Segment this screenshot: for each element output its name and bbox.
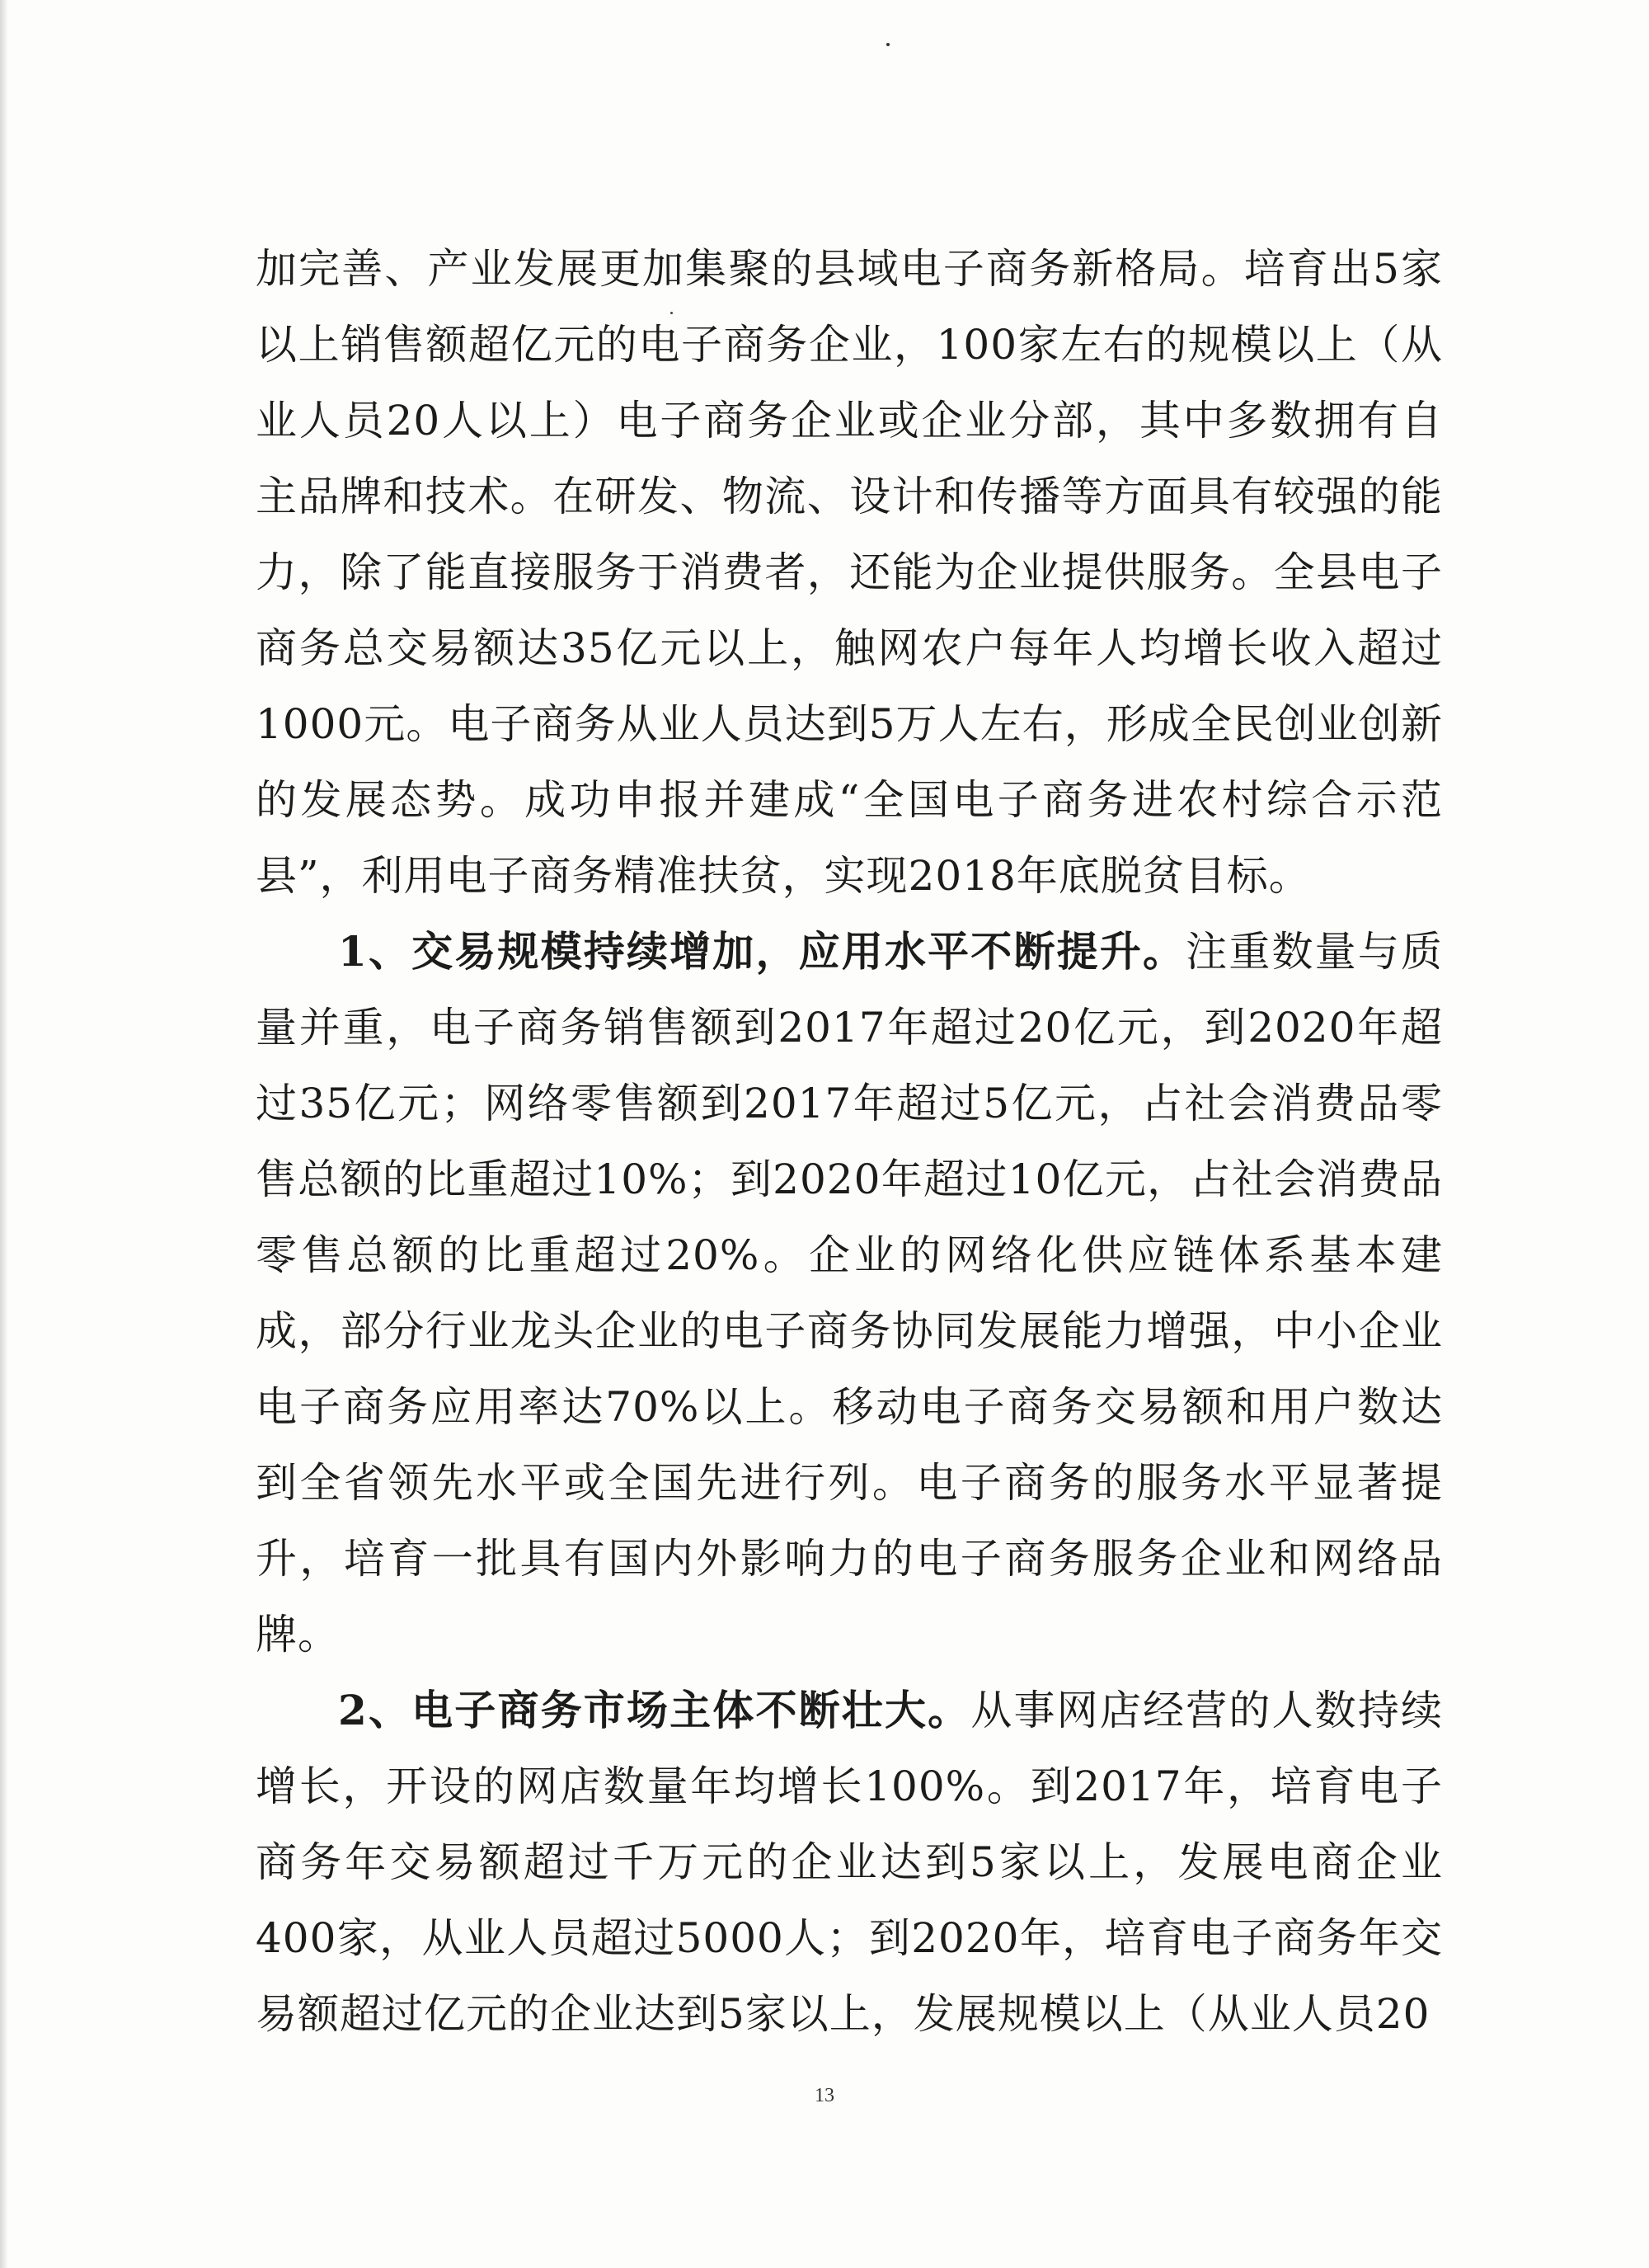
scan-speck (886, 43, 890, 46)
paragraph-item-2 (256, 1673, 1443, 2052)
paragraph-heading: 2、电子商务市场主体不断壮大。 (338, 1686, 971, 1734)
paragraph-heading: 1、交易规模持续增加，应用水平不断提升。 (338, 927, 1186, 976)
scan-edge-shadow (0, 0, 8, 2268)
paragraph-item-1 (256, 914, 1443, 1673)
body-text (256, 231, 1443, 2052)
page-number: 13 (815, 2085, 834, 2106)
paragraph-text: 注重数量与质量并重，电子商务销售额到2017年超过20亿元，到2020年超过35亿元；网络零售额到2017年超过5亿元，占社会消费品零售总额的比重超过10%；到2020年超过10亿元，占社会消费品零售总额的比重超过20%。企业的网络化供应链体系基本建成，部分行业龙头企业的电子商务协同发展能力增强，中小企业电子商务应用率达70%以上。移动电子商务交易额和用户数达到全省领先水平或全国先进行列。电子商务的服务水平显著提升，培育一批具有国内外影响力的电子商务服务企业和网络品牌。 (256, 928, 1443, 1659)
paragraph-text: 从事网店经营的人数持续增长，开设的网店数量年均增长100%。到2017年，培育电子商务年交易额超过千万元的企业达到5家以上，发展电商企业400家，从业人员超过5000人；到2020年，培育电子商务年交易额超过亿元的企业达到5家以上，发展规模以上（从业人员20 (256, 1687, 1443, 2038)
paragraph-text: 加完善、产业发展更加集聚的县域电子商务新格局。培育出5家以上销售额超亿元的电子商务企业，100家左右的规模以上（从业人员20人以上）电子商务企业或企业分部，其中多数拥有自主品牌和技术。在研发、物流、设计和传播等方面具有较强的能力，除了能直接服务于消费者，还能为企业提供服务。全县电子商务总交易额达35亿元以上，触网农户每年人均增长收入超过1000元。电子商务从业人员达到5万人左右，形成全民创业创新的发展态势。成功申报并建成“全国电子商务进农村综合示范县”，利用电子商务精准扶贫，实现2018年底脱贫目标。 (256, 245, 1443, 900)
paragraph-continuation (256, 231, 1443, 914)
